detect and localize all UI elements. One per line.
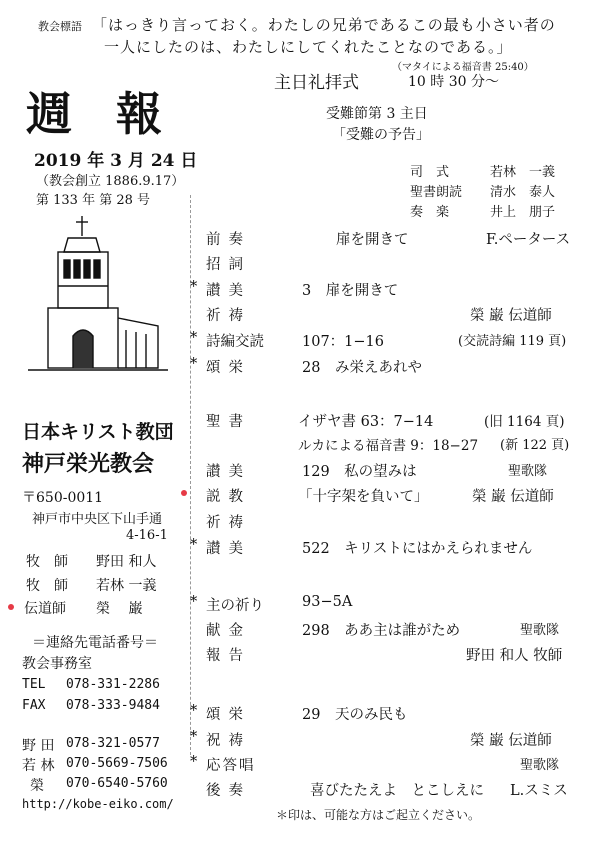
website-link[interactable]: http://kobe-eiko.com/ bbox=[22, 797, 174, 811]
phone-owner: 若 林 bbox=[22, 758, 55, 774]
order-detail: 3 扉を開きて bbox=[302, 283, 399, 299]
order-leader: 野田 和人 牧師 bbox=[466, 648, 563, 664]
page-title: 週 報 bbox=[26, 87, 177, 141]
order-row bbox=[190, 356, 590, 378]
address-line2: 4-16-1 bbox=[126, 528, 168, 543]
standing-mark: * bbox=[190, 703, 198, 719]
postal-code: 〒650-0011 bbox=[22, 490, 104, 506]
order-detail: 28 み栄えあれや bbox=[302, 360, 422, 376]
order-row bbox=[190, 434, 590, 456]
standing-mark: * bbox=[190, 356, 198, 372]
phone-owner: 榮 bbox=[30, 778, 44, 794]
office-label: 教会事務室 bbox=[22, 656, 92, 672]
address-line1: 神戸市中央区下山手通 bbox=[32, 512, 163, 527]
order-item: 頌栄 bbox=[206, 360, 251, 376]
order-row bbox=[190, 729, 590, 751]
staff-role: 牧 師 bbox=[26, 554, 68, 570]
order-leader: (交読詩編 119 頁) bbox=[458, 334, 567, 349]
order-item: 頌栄 bbox=[206, 707, 251, 723]
role-label: 聖書朗読 bbox=[410, 185, 463, 200]
order-item: 聖書 bbox=[206, 414, 251, 430]
order-item: 詩編交読 bbox=[206, 334, 264, 350]
role-label: 司 式 bbox=[410, 165, 450, 180]
role-name: 清水 泰人 bbox=[490, 185, 556, 200]
order-item: 祝祷 bbox=[206, 733, 251, 749]
order-row bbox=[190, 460, 590, 482]
order-item: 祈祷 bbox=[206, 515, 251, 531]
order-item: 後奏 bbox=[206, 783, 251, 799]
order-leader: 榮 巌 伝道師 bbox=[470, 733, 552, 749]
order-row bbox=[190, 253, 590, 275]
role-label: 奏 楽 bbox=[410, 205, 450, 220]
bulletin-date: 2019 年 3 月 24 日 bbox=[34, 151, 198, 171]
motto-line1: 「はっきり言っておく。わたしの兄弟であるこの最も小さい者の bbox=[92, 16, 556, 34]
order-item: 献金 bbox=[206, 623, 251, 639]
contact-header: ＝連絡先電話番号＝ bbox=[32, 635, 158, 651]
phone-number: 078-321-0577 bbox=[66, 736, 160, 751]
order-leader: F.ペータース bbox=[486, 232, 571, 248]
marker-dot bbox=[8, 604, 14, 610]
phone-owner: 野 田 bbox=[22, 738, 55, 754]
staff-role: 伝道師 bbox=[24, 601, 66, 617]
order-leader: 聖歌隊 bbox=[520, 758, 560, 773]
order-row bbox=[190, 304, 590, 326]
order-detail: 喜びたたえよ とこしえに bbox=[310, 783, 484, 799]
order-item: 讃美 bbox=[206, 541, 251, 557]
order-detail: ルカによる福音書 9：18−27 bbox=[298, 438, 479, 454]
tel-label: TEL bbox=[22, 677, 46, 692]
tel-number: 078-331-2286 bbox=[66, 677, 160, 692]
motto-label: 教会標語 bbox=[38, 20, 82, 33]
order-item: 前奏 bbox=[206, 232, 251, 248]
denomination: 日本キリスト教団 bbox=[22, 421, 174, 443]
order-detail: 522 キリストにはかえられません bbox=[302, 541, 533, 557]
order-detail: 298 ああ主は誰がため bbox=[302, 623, 461, 639]
order-item: 応答唱 bbox=[206, 758, 256, 774]
church-tower-illustration bbox=[18, 208, 178, 378]
church-name: 神戸栄光教会 bbox=[22, 451, 155, 477]
order-row bbox=[190, 703, 590, 725]
staff-role: 牧 師 bbox=[26, 578, 68, 594]
order-row bbox=[190, 485, 590, 507]
order-row bbox=[190, 537, 590, 559]
order-row bbox=[190, 754, 590, 776]
fax-label: FAX bbox=[22, 698, 46, 713]
standing-mark: * bbox=[190, 537, 198, 553]
standing-mark: * bbox=[190, 754, 198, 770]
standing-mark: * bbox=[190, 279, 198, 295]
founded-note: （教会創立 1886.9.17） bbox=[36, 174, 185, 189]
order-item: 報告 bbox=[206, 648, 251, 664]
order-page-ref: (旧 1164 頁) bbox=[484, 414, 565, 430]
order-item: 主の祈り bbox=[206, 598, 264, 614]
motto-reference: （マタイによる福音書 25:40） bbox=[392, 62, 534, 73]
staff-name: 榮 巌 bbox=[96, 601, 143, 617]
order-item: 祈祷 bbox=[206, 308, 251, 324]
service-theme: 「受難の予告」 bbox=[332, 127, 430, 143]
phone-number: 070-6540-5760 bbox=[66, 776, 168, 791]
marker-dot bbox=[181, 490, 187, 496]
order-row bbox=[190, 619, 590, 641]
order-row bbox=[190, 594, 590, 616]
order-item: 讃美 bbox=[206, 464, 251, 480]
standing-mark: * bbox=[190, 729, 198, 745]
order-row bbox=[190, 410, 590, 432]
order-leader: 聖歌隊 bbox=[508, 464, 548, 479]
staff-name: 若林 一義 bbox=[96, 578, 157, 594]
order-item: 讃美 bbox=[206, 283, 251, 299]
service-time: 10 時 30 分〜 bbox=[408, 74, 499, 90]
order-row bbox=[190, 511, 590, 533]
order-row bbox=[190, 779, 590, 801]
standing-mark: * bbox=[190, 594, 198, 610]
order-detail: 29 天のみ民も bbox=[302, 707, 408, 723]
standing-mark: * bbox=[190, 330, 198, 346]
order-item: 説教 bbox=[206, 489, 251, 505]
fax-number: 078-333-9484 bbox=[66, 698, 160, 713]
order-leader: 榮 巌 伝道師 bbox=[472, 489, 554, 505]
order-item: 招詞 bbox=[206, 257, 251, 273]
service-title: 主日礼拝式 bbox=[274, 73, 359, 93]
order-leader: 榮 巌 伝道師 bbox=[470, 308, 552, 324]
phone-number: 070-5669-7506 bbox=[66, 756, 168, 771]
staff-name: 野田 和人 bbox=[96, 554, 157, 570]
order-page-ref: (新 122 頁) bbox=[500, 438, 570, 453]
order-detail: 扉を開きて bbox=[336, 232, 409, 248]
liturgical-week: 受難節第 3 主日 bbox=[326, 106, 428, 122]
order-detail: イザヤ書 63：7−14 bbox=[298, 414, 434, 430]
order-row bbox=[190, 279, 590, 301]
issue-number: 第 133 年 第 28 号 bbox=[36, 193, 151, 208]
order-detail: 129 私の望みは bbox=[302, 464, 417, 480]
order-detail: 107：1−16 bbox=[302, 334, 385, 350]
motto-line2: 一人にしたのは、わたしにしてくれたことなのである。」 bbox=[104, 38, 513, 56]
order-leader: L.スミス bbox=[510, 783, 568, 799]
order-detail: 93−5A bbox=[302, 594, 353, 610]
role-name: 若林 一義 bbox=[490, 165, 556, 180]
standing-footnote: ＊印は、可能な方はご起立ください。 bbox=[276, 808, 481, 822]
order-row bbox=[190, 330, 590, 352]
role-name: 井上 朋子 bbox=[490, 205, 556, 220]
order-row bbox=[190, 228, 590, 250]
order-leader: 聖歌隊 bbox=[520, 623, 560, 638]
order-row bbox=[190, 644, 590, 666]
order-detail: 「十字架を負いて」 bbox=[298, 489, 429, 505]
